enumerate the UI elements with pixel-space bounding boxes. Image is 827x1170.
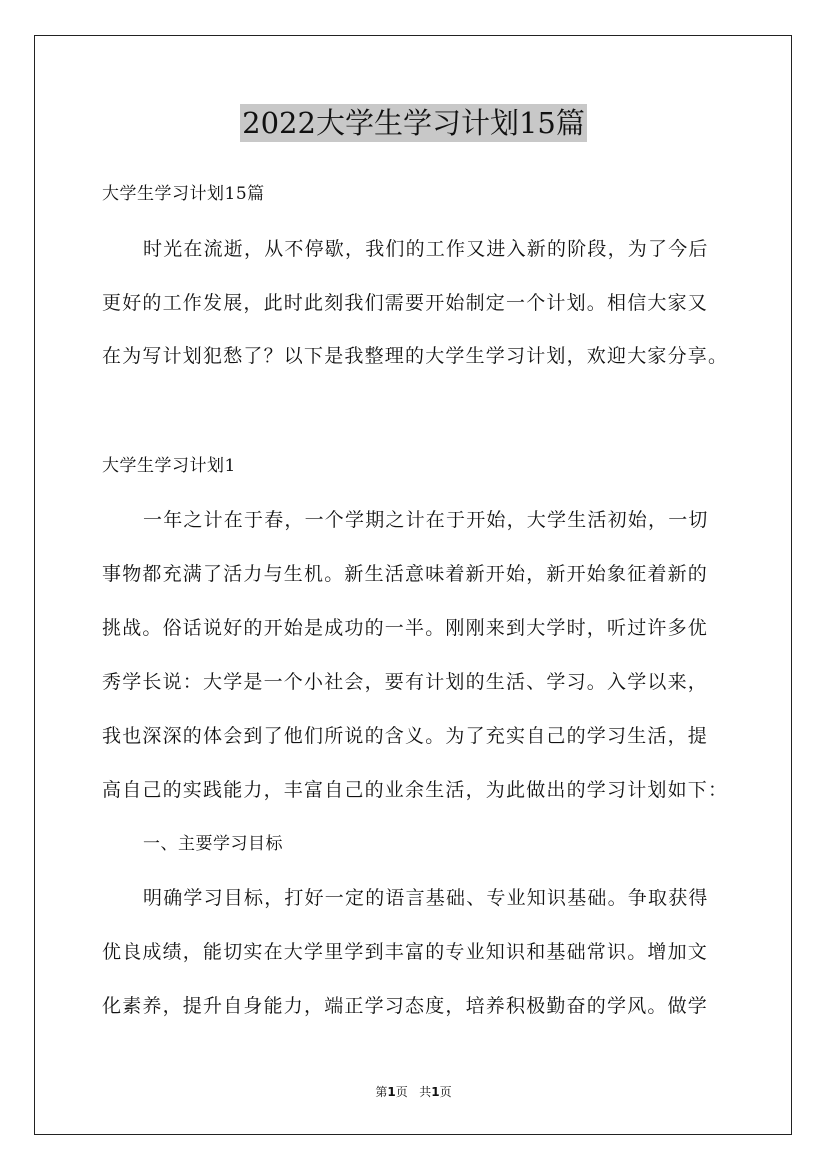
goal-line-3: 化素养，提升自身能力，端正学习态度，培养积极勤奋的学风。做学: [102, 995, 709, 1017]
page-footer: [0, 1084, 827, 1100]
footer-total-suffix: 页: [439, 1085, 452, 1099]
goal-heading: 一、主要学习目标: [143, 834, 283, 854]
intro-line-3: 在为写计划犯愁了？以下是我整理的大学生学习计划，欢迎大家分享。: [102, 345, 729, 367]
section-line-5: 我也深深的体会到了他们所说的含义。为了充实自己的学习生活，提: [102, 725, 709, 747]
document-subtitle: 大学生学习计划15篇: [102, 184, 265, 204]
title-container: [0, 104, 827, 142]
section-line-2: 事物都充满了活力与生机。新生活意味着新开始，新开始象征着新的: [102, 563, 709, 585]
footer-page-suffix: 页: [395, 1085, 408, 1099]
section-heading: 大学生学习计划1: [102, 456, 236, 476]
footer-page-prefix: 第: [375, 1085, 388, 1099]
intro-line-1: 时光在流逝，从不停歇，我们的工作又进入新的阶段，为了今后: [143, 238, 709, 260]
goal-line-1: 明确学习目标，打好一定的语言基础、专业知识基础。争取获得: [143, 887, 709, 909]
section-line-6: 高自己的实践能力，丰富自己的业余生活，为此做出的学习计划如下：: [102, 779, 729, 801]
section-line-4: 秀学长说：大学是一个小社会，要有计划的生活、学习。入学以来，: [102, 671, 709, 693]
footer-total-prefix: 共: [419, 1085, 432, 1099]
footer-page-number: 1: [387, 1085, 396, 1099]
intro-line-2: 更好的工作发展，此时此刻我们需要开始制定一个计划。相信大家又: [102, 292, 709, 314]
document-title: 2022大学生学习计划15篇: [242, 106, 585, 140]
section-line-1: 一年之计在于春，一个学期之计在于开始，大学生活初始，一切: [143, 509, 709, 531]
goal-line-2: 优良成绩，能切实在大学里学到丰富的专业知识和基础常识。增加文: [102, 941, 709, 963]
section-line-3: 挑战。俗话说好的开始是成功的一半。刚刚来到大学时，听过许多优: [102, 617, 709, 639]
footer-total-number: 1: [431, 1085, 440, 1099]
